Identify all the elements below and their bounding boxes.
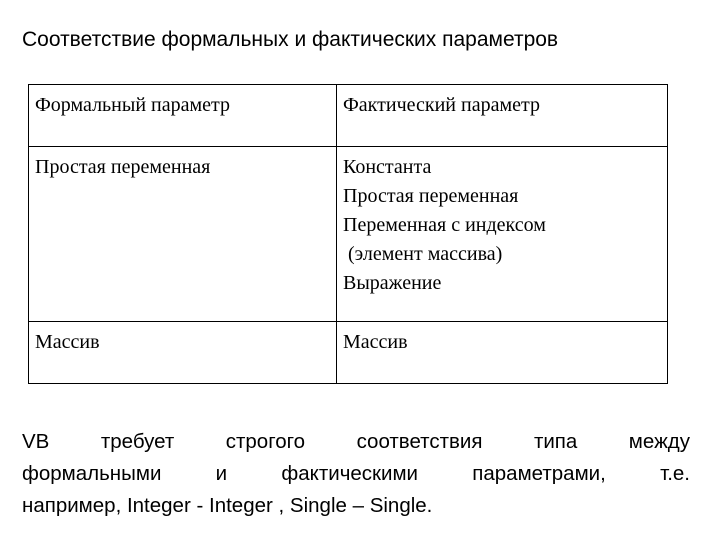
header-actual-label: Фактический параметр <box>343 94 540 116</box>
actual-array: Массив <box>343 331 408 353</box>
table-row <box>29 322 668 384</box>
slide-title: Соответствие формальных и фактических параметров <box>22 28 559 51</box>
header-cell-actual <box>337 85 668 147</box>
note-line: VB требует строгого соответствия типа между <box>22 430 690 453</box>
header-cell-formal <box>29 85 337 147</box>
parameters-table <box>28 84 668 384</box>
actual-constant: Константа <box>343 156 432 178</box>
note-paragraph <box>22 426 690 522</box>
header-formal-label: Формальный параметр <box>35 94 230 116</box>
actual-array-element: (элемент массива) <box>343 243 503 265</box>
formal-cell <box>29 147 337 322</box>
formal-cell <box>29 322 337 384</box>
table-header-row <box>29 85 668 147</box>
table-row <box>29 147 668 322</box>
actual-simple-variable: Простая переменная <box>343 185 519 207</box>
note-line: формальными и фактическими параметрами, т.е. <box>22 462 690 485</box>
actual-expression: Выражение <box>343 272 442 294</box>
actual-cell <box>337 147 668 322</box>
formal-array: Массив <box>35 331 100 353</box>
actual-cell <box>337 322 668 384</box>
actual-indexed-variable: Переменная с индексом <box>343 214 546 236</box>
formal-simple-variable: Простая переменная <box>35 156 211 178</box>
note-line: например, Integer - Integer , Single – Single. <box>22 494 433 517</box>
